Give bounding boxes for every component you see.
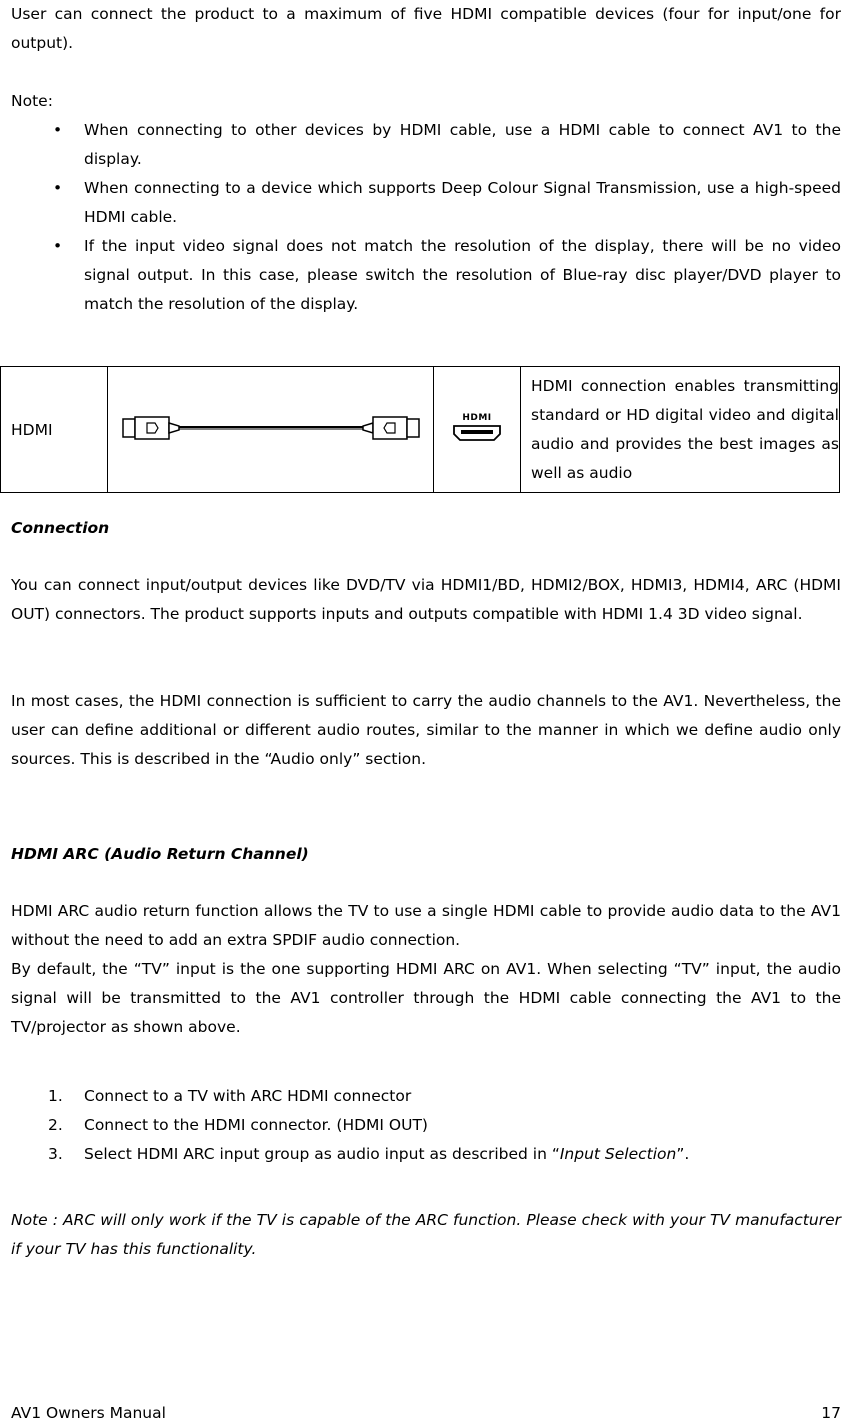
intro-paragraph: User can connect the product to a maximum of five HDMI compatible devices (four for input/one for output). — [11, 5, 841, 52]
note-list — [11, 116, 841, 319]
step-item: 1. Connect to a TV with ARC HDMI connector — [48, 1087, 412, 1105]
arc-heading: HDMI ARC (Audio Return Channel) — [11, 845, 309, 863]
port-image-cell — [434, 367, 521, 493]
port-label: HDMI — [462, 412, 492, 423]
page-footer — [11, 1404, 841, 1422]
page-number: 17 — [821, 1404, 841, 1422]
arc-paragraph-2: By default, the “TV” input is the one supporting HDMI ARC on AV1. When selecting “TV” input, the audio signal will be transmitted to the AV1 controller through the HDMI cable connecting the AV1 to the TV/projector as shown above. — [11, 960, 841, 1036]
bullet-icon: • — [53, 179, 63, 197]
connection-paragraph-2: In most cases, the HDMI connection is sufficient to carry the audio channels to the AV1. Nevertheless, the user can define additional or different audio routes, similar to the manner in which we define audio only sources. This is described in the “Audio only” section. — [11, 692, 841, 768]
hdmi-port-icon — [452, 423, 502, 443]
cable-image-cell — [108, 367, 434, 493]
hdmi-description: HDMI connection enables transmitting standard or HD digital video and digital audio and provides the best images as well as audio — [531, 376, 839, 482]
arc-steps — [11, 1082, 841, 1169]
arc-note: Note : ARC will only work if the TV is capable of the ARC function. Please check with your TV manufacturer if your TV has this functionality. — [11, 1211, 841, 1258]
connection-heading: Connection — [11, 519, 110, 537]
step-item: 3. Select HDMI ARC input group as audio input as described in “Input Selection”. — [48, 1145, 690, 1163]
note-item: • When connecting to a device which supports Deep Colour Signal Transmission, use a high-speed HDMI cable. — [11, 174, 841, 232]
hdmi-cable-icon — [121, 413, 421, 443]
hdmi-label: HDMI — [11, 420, 53, 439]
footer-title: AV1 Owners Manual — [11, 1404, 166, 1422]
note-item: • When connecting to other devices by HDMI cable, use a HDMI cable to connect AV1 to the display. — [11, 116, 841, 174]
connection-paragraph-1: You can connect input/output devices like DVD/TV via HDMI1/BD, HDMI2/BOX, HDMI3, HDMI4, ARC (HDMI OUT) connectors. The product supports inputs and outputs compatible with HDMI 1.4 3D video signal. — [11, 576, 841, 623]
description-cell — [521, 367, 840, 493]
hdmi-label-cell — [1, 367, 108, 493]
note-item: • If the input video signal does not match the resolution of the display, there will be no video signal output. In this case, please switch the resolution of Blue-ray disc player/DVD player to match the resolution of the display. — [11, 232, 841, 319]
step-item: 2. Connect to the HDMI connector. (HDMI OUT) — [48, 1116, 428, 1134]
note-label: Note: — [11, 92, 53, 110]
hdmi-connector-table — [0, 366, 840, 493]
bullet-icon: • — [53, 237, 63, 255]
bullet-icon: • — [53, 121, 63, 139]
arc-paragraph-1: HDMI ARC audio return function allows the TV to use a single HDMI cable to provide audio data to the AV1 without the need to add an extra SPDIF audio connection. — [11, 902, 841, 949]
